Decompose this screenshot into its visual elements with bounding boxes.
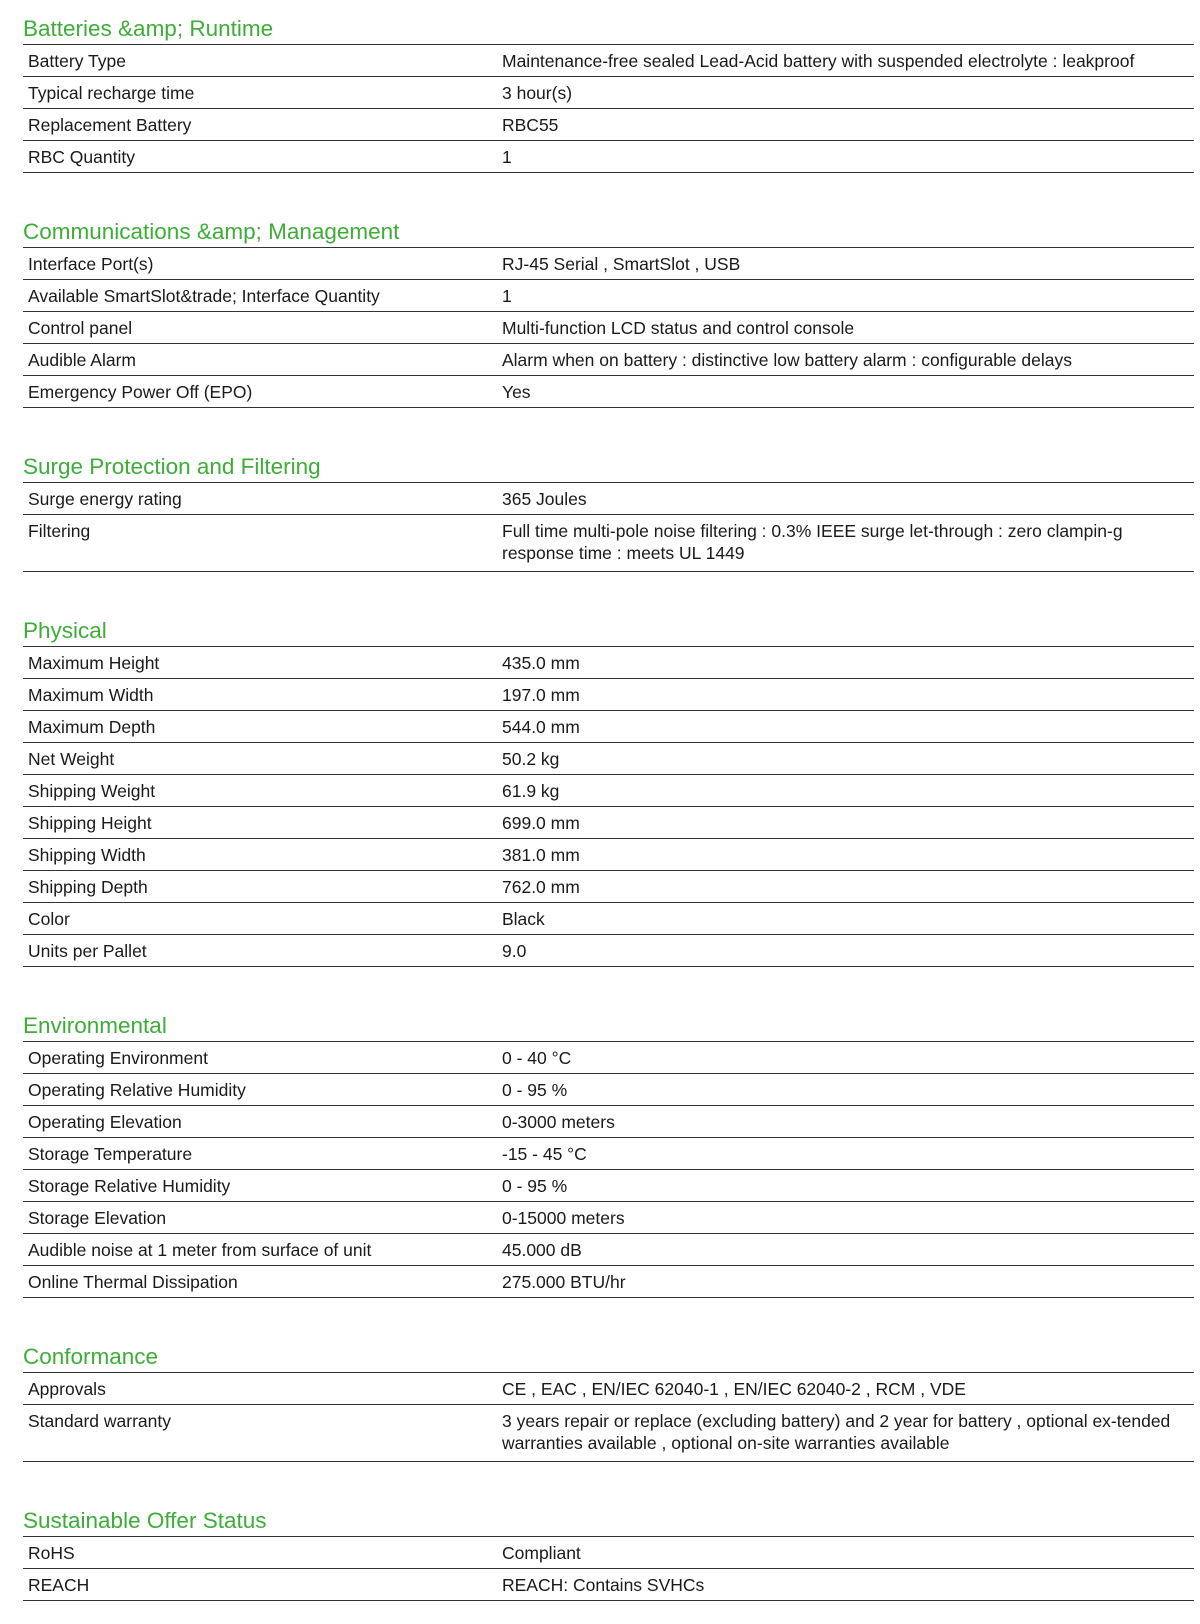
table-row [23, 1170, 1194, 1202]
table-row [23, 141, 1194, 173]
spec-value: 50.2 kg [502, 749, 560, 769]
spec-label: Storage Relative Humidity [28, 1176, 231, 1196]
table-row [23, 1074, 1194, 1106]
section-conformance [23, 1342, 1194, 1462]
spec-value: CE , EAC , EN/IEC 62040-1 , EN/IEC 62040-2 , RCM , VDE [502, 1379, 966, 1399]
spec-label: RoHS [28, 1543, 75, 1563]
spec-table [23, 247, 1194, 408]
section-communications-management [23, 217, 1194, 408]
section-batteries-runtime [23, 14, 1194, 173]
section-title: Communications &amp; Management [23, 219, 400, 244]
spec-value: RJ-45 Serial , SmartSlot , USB [502, 254, 741, 274]
table-row [23, 1266, 1194, 1298]
table-row [23, 839, 1194, 871]
spec-label: Interface Port(s) [28, 254, 154, 274]
spec-value: 9.0 [502, 941, 527, 961]
spec-value: 61.9 kg [502, 781, 560, 801]
spec-value: 435.0 mm [502, 653, 580, 673]
table-row [23, 109, 1194, 141]
spec-table [23, 1041, 1194, 1298]
spec-label: Audible noise at 1 meter from surface of unit [28, 1240, 372, 1260]
spec-label: Control panel [28, 318, 133, 338]
spec-value: 45.000 dB [502, 1240, 582, 1260]
spec-label: Emergency Power Off (EPO) [28, 382, 253, 402]
table-row [23, 1373, 1194, 1405]
spec-value: Compliant [502, 1543, 581, 1563]
spec-value: 0 - 40 °C [502, 1048, 572, 1068]
table-row [23, 711, 1194, 743]
table-row [23, 344, 1194, 376]
spec-label: Shipping Depth [28, 877, 148, 897]
spec-label: Color [28, 909, 70, 929]
spec-value: Multi-function LCD status and control console [502, 318, 855, 338]
spec-label: Storage Elevation [28, 1208, 167, 1228]
table-row [23, 871, 1194, 903]
table-row [23, 515, 1194, 572]
spec-label: Shipping Height [28, 813, 152, 833]
spec-label: Operating Environment [28, 1048, 208, 1068]
spec-label: Surge energy rating [28, 489, 182, 509]
section-title: Surge Protection and Filtering [23, 454, 321, 479]
table-row [23, 248, 1194, 280]
spec-label: RBC Quantity [28, 147, 135, 167]
table-row [23, 775, 1194, 807]
spec-value: Full time multi-pole noise filtering : 0.3% IEEE surge let-through : zero clampin-g response time : meets UL 1449 [502, 521, 1123, 563]
spec-value: Maintenance-free sealed Lead-Acid battery with suspended electrolyte : leakproof [502, 51, 1135, 71]
spec-label: Units per Pallet [28, 941, 147, 961]
spec-value: REACH: Contains SVHCs [502, 1575, 705, 1595]
spec-value: 0 - 95 % [502, 1176, 568, 1196]
section-surge-protection [23, 452, 1194, 572]
spec-table [23, 44, 1194, 173]
spec-table [23, 646, 1194, 967]
table-row [23, 1537, 1194, 1569]
section-title: Batteries &amp; Runtime [23, 16, 274, 41]
spec-value: 3 years repair or replace (excluding battery) and 2 year for battery , optional ex-tended warranties available , optional on-site warranties available [502, 1411, 1171, 1453]
table-row [23, 1106, 1194, 1138]
spec-value: 0 - 95 % [502, 1080, 568, 1100]
table-row [23, 1202, 1194, 1234]
spec-label: Available SmartSlot&trade; Interface Quantity [28, 286, 380, 306]
table-row [23, 312, 1194, 344]
spec-value: 365 Joules [502, 489, 587, 509]
table-row [23, 1569, 1194, 1601]
spec-value: 544.0 mm [502, 717, 580, 737]
spec-label: Audible Alarm [28, 350, 136, 370]
spec-label: Filtering [28, 521, 91, 541]
spec-value: 275.000 BTU/hr [502, 1272, 626, 1292]
table-row [23, 1138, 1194, 1170]
table-row [23, 935, 1194, 967]
spec-value: 699.0 mm [502, 813, 580, 833]
spec-label: Online Thermal Dissipation [28, 1272, 238, 1292]
spec-label: Net Weight [28, 749, 115, 769]
table-row [23, 1234, 1194, 1266]
spec-label: Maximum Width [28, 685, 154, 705]
spec-table [23, 1536, 1194, 1601]
spec-label: Maximum Height [28, 653, 160, 673]
spec-value: RBC55 [502, 115, 559, 135]
spec-value: Alarm when on battery : distinctive low battery alarm : configurable delays [502, 350, 1072, 370]
spec-value: Black [502, 909, 545, 929]
section-title: Environmental [23, 1013, 167, 1038]
spec-label: Shipping Weight [28, 781, 156, 801]
table-row [23, 1405, 1194, 1462]
spec-label: Storage Temperature [28, 1144, 193, 1164]
table-row [23, 376, 1194, 408]
section-title: Physical [23, 618, 107, 643]
spec-label: Typical recharge time [28, 83, 195, 103]
table-row [23, 743, 1194, 775]
spec-value: 197.0 mm [502, 685, 580, 705]
spec-table [23, 1372, 1194, 1462]
table-row [23, 679, 1194, 711]
spec-label: Operating Elevation [28, 1112, 182, 1132]
spec-label: Standard warranty [28, 1411, 171, 1431]
spec-value: 762.0 mm [502, 877, 580, 897]
spec-value: 3 hour(s) [502, 83, 573, 103]
table-row [23, 1042, 1194, 1074]
spec-table [23, 482, 1194, 572]
spec-value: Yes [502, 382, 531, 402]
table-row [23, 77, 1194, 109]
spec-value: 1 [502, 147, 512, 167]
spec-label: Replacement Battery [28, 115, 192, 135]
spec-value: 1 [502, 286, 512, 306]
spec-value: 0-15000 meters [502, 1208, 625, 1228]
section-sustainable-offer [23, 1506, 1194, 1601]
section-physical [23, 616, 1194, 967]
spec-value: -15 - 45 °C [502, 1144, 587, 1164]
spec-label: REACH [28, 1575, 90, 1595]
spec-label: Battery Type [28, 51, 126, 71]
table-row [23, 807, 1194, 839]
table-row [23, 280, 1194, 312]
spec-value: 381.0 mm [502, 845, 580, 865]
spec-label: Approvals [28, 1379, 106, 1399]
spec-label: Operating Relative Humidity [28, 1080, 246, 1100]
table-row [23, 45, 1194, 77]
section-environmental [23, 1011, 1194, 1298]
spec-label: Shipping Width [28, 845, 146, 865]
table-row [23, 903, 1194, 935]
section-title: Conformance [23, 1344, 159, 1369]
table-row [23, 483, 1194, 515]
spec-value: 0-3000 meters [502, 1112, 615, 1132]
spec-label: Maximum Depth [28, 717, 156, 737]
section-title: Sustainable Offer Status [23, 1508, 267, 1533]
table-row [23, 647, 1194, 679]
